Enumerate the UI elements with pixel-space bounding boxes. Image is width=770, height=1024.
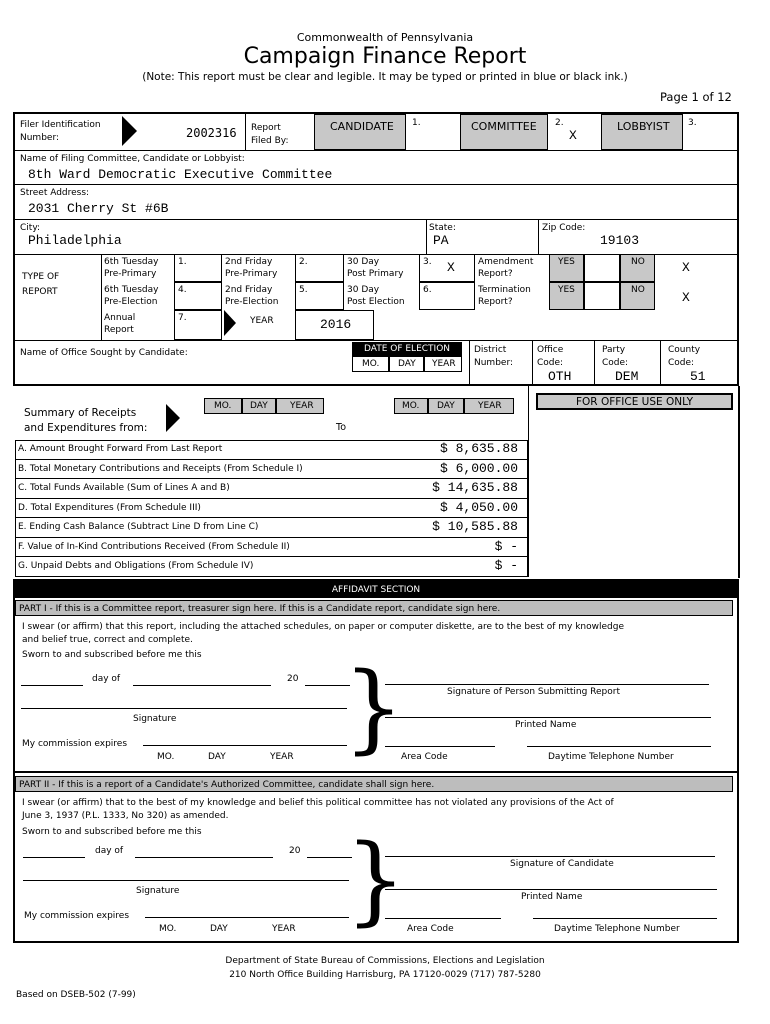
summary-line (15, 479, 528, 499)
department-address: Department of State Bureau of Commissions, Elections and Legislation 210 North Office Building Harrisburg, PA 17120-0029 (717) 787-5280 (225, 956, 545, 980)
mo-label: MO. (157, 752, 175, 762)
sworn-text-1: Sworn to and subscribed before me this (22, 650, 202, 660)
signature-label: Signature (133, 714, 177, 724)
year-prefix: 20 (289, 846, 301, 856)
option-number: 7. (178, 313, 187, 323)
summary-line-label: F. Value of In-Kind Contributions Received (From Schedule II) (18, 541, 290, 552)
summary-line (15, 538, 528, 558)
lobbyist-number: 3. (688, 118, 697, 128)
mo-label: MO. (362, 359, 380, 369)
notary-signature-line-2[interactable] (23, 880, 349, 881)
summary-line-label: D. Total Expenditures (From Schedule III) (18, 502, 201, 513)
name-field[interactable]: 8th Ward Democratic Executive Committee (28, 167, 333, 182)
sworn-text-2: Sworn to and subscribed before me this (22, 827, 202, 837)
summary-line (15, 440, 528, 460)
form-revision: Based on DSEB-502 (7-99) (16, 990, 136, 1000)
option-number: 6. (423, 285, 432, 295)
party-code-label: Party Code: (602, 345, 629, 368)
submitter-signature-label: Signature of Person Submitting Report (447, 687, 620, 697)
summary-line (15, 460, 528, 480)
type-of-report-label: TYPE OF REPORT (22, 272, 60, 297)
summary-line-label: A. Amount Brought Forward From Last Report (18, 444, 223, 454)
year-label: YEAR (272, 924, 296, 934)
state-label: State: (429, 223, 456, 233)
filer-id-label: Filer Identification Number: (20, 120, 101, 143)
summary-line-label: G. Unpaid Debts and Obligations (From Schedule IV) (18, 561, 254, 571)
day-label: DAY (398, 359, 416, 369)
county-code-label: County Code: (668, 345, 701, 368)
termination-yes-box[interactable] (584, 282, 620, 310)
mo-label: MO. (402, 401, 420, 411)
office-code-label: Office Code: (537, 345, 564, 368)
mo-label: MO. (159, 924, 177, 934)
opt-annual-report[interactable]: Annual Report (104, 313, 136, 335)
area-code-line[interactable] (385, 746, 495, 747)
date-of-election-header: DATE OF ELECTION (352, 342, 462, 356)
yes-label: YES (558, 257, 575, 267)
summary-line-label: B. Total Monetary Contributions and Receipts (From Schedule I) (18, 463, 303, 474)
committee-label: COMMITTEE (471, 120, 537, 133)
summary-line (15, 557, 528, 577)
option-number: 1. (178, 257, 187, 267)
year-label: YEAR (478, 401, 502, 411)
day-label: DAY (437, 401, 455, 411)
candidate-label: CANDIDATE (330, 120, 394, 133)
office-use-label: FOR OFFICE USE ONLY (576, 396, 693, 408)
day-label: DAY (208, 752, 226, 762)
to-label: To (336, 422, 347, 433)
filer-id-arrow-icon (122, 116, 137, 146)
option-number: 5. (299, 285, 308, 295)
opt-6th-tuesday-pre-primary[interactable]: 6th Tuesday Pre-Primary (104, 257, 159, 279)
phone-line-2[interactable] (533, 918, 717, 919)
termination-mark[interactable]: X (682, 290, 690, 305)
summary-line-value[interactable]: $ 10,585.88 (432, 519, 518, 534)
street-field[interactable]: 2031 Cherry St #6B (28, 201, 169, 216)
filed-by-label: Report Filed By: (251, 123, 289, 146)
filer-id-value[interactable]: 2002316 (186, 126, 237, 140)
summary-line-value[interactable]: $ 14,635.88 (432, 480, 518, 495)
day-of-label: day of (92, 674, 121, 684)
county-code-field[interactable]: 51 (690, 369, 706, 384)
month-line-2[interactable] (135, 857, 273, 858)
part1-oath: I swear (or affirm) that this report, including the attached schedules, on paper or computer diskette, are to the best of my knowledge and belief true, correct and complete. (22, 622, 624, 645)
submitter-signature-line[interactable] (385, 684, 709, 685)
zip-label: Zip Code: (542, 223, 586, 233)
printed-name-line[interactable] (385, 717, 711, 718)
office-code-field[interactable]: OTH (548, 369, 572, 384)
form-title: Campaign Finance Report (243, 44, 527, 69)
brace-icon: } (345, 824, 407, 936)
state-field[interactable]: PA (433, 233, 449, 248)
no-label: NO (631, 285, 645, 295)
year-arrow-icon (224, 310, 236, 336)
area-code-line-2[interactable] (385, 918, 501, 919)
printed-name-line-2[interactable] (385, 889, 717, 890)
day-label: DAY (210, 924, 228, 934)
day-line-2[interactable] (23, 857, 85, 858)
summary-line (15, 499, 528, 519)
mo-label: MO. (214, 401, 232, 411)
area-code-label: Area Code (401, 752, 448, 762)
summary-line-label: E. Ending Cash Balance (Subtract Line D from Line C) (18, 522, 259, 532)
summary-line-label: C. Total Funds Available (Sum of Lines A and B) (18, 483, 230, 493)
year-label: YEAR (270, 752, 294, 762)
zip-field[interactable]: 19103 (600, 233, 640, 248)
candidate-number: 1. (412, 118, 421, 128)
opt-2nd-friday-pre-election[interactable]: 2nd Friday Pre-Election (225, 285, 279, 307)
day-line[interactable] (21, 685, 83, 686)
summary-line (15, 518, 528, 538)
year-prefix: 20 (287, 674, 299, 684)
year-field[interactable]: 2016 (320, 317, 352, 332)
phone-line[interactable] (527, 746, 711, 747)
opt-2nd-friday-pre-primary[interactable]: 2nd Friday Pre-Primary (225, 257, 278, 279)
printed-name-label: Printed Name (521, 892, 583, 902)
street-label: Street Address: (20, 188, 90, 198)
summary-line-value[interactable]: $ 8,635.88 (439, 441, 518, 456)
part1-header: PART I - If this is a Committee report, treasurer sign here. If this is a Candidate report, candidate sign here. (15, 600, 733, 616)
page-number: Page 1 of 12 (660, 90, 732, 104)
opt-30-day-post-election[interactable]: 30 Day Post Election (347, 285, 405, 307)
summary-arrow-icon (166, 404, 180, 432)
year-label: YEAR (432, 359, 456, 369)
district-label: District Number: (474, 345, 514, 368)
candidate-signature-label: Signature of Candidate (510, 859, 614, 869)
name-label: Name of Filing Committee, Candidate or Lobbyist: (20, 154, 245, 164)
form-note: (Note: This report must be clear and legible. It may be typed or printed in blue or black ink.) (142, 71, 628, 83)
part2-header: PART II - If this is a report of a Candidate's Authorized Committee, candidate shall sign here. (15, 776, 733, 792)
checkbox-3-mark[interactable]: X (447, 260, 455, 275)
opt-6th-tuesday-pre-election[interactable]: 6th Tuesday Pre-Election (104, 285, 159, 307)
option-number: 2. (299, 257, 308, 267)
signature-label: Signature (136, 886, 180, 896)
summary-line-value[interactable]: $ - (494, 558, 518, 573)
party-code-field[interactable]: DEM (615, 369, 639, 384)
option-number: 3. (423, 257, 432, 267)
year-label: YEAR (250, 316, 274, 326)
amendment-yes-box[interactable] (584, 254, 620, 282)
affidavit-title: AFFIDAVIT SECTION (15, 581, 737, 598)
city-field[interactable]: Philadelphia (28, 233, 122, 248)
commission-label: My commission expires (22, 739, 128, 749)
committee-mark[interactable]: X (569, 128, 577, 143)
committee-number: 2. (555, 118, 564, 128)
no-label: NO (631, 257, 645, 267)
commission-label: My commission expires (24, 911, 130, 921)
summary-label: Summary of Receipts and Expenditures from: (24, 407, 148, 434)
option-number: 4. (178, 285, 187, 295)
year-label: YEAR (290, 401, 314, 411)
summary-line-value[interactable]: $ 4,050.00 (439, 499, 518, 515)
state-name: Commonwealth of Pennsylvania (296, 31, 474, 44)
yes-label: YES (558, 285, 575, 295)
amendment-question: Amendment Report? (478, 257, 534, 279)
commission-line-2[interactable] (145, 917, 349, 918)
printed-name-label: Printed Name (515, 720, 577, 730)
brace-icon: } (343, 652, 405, 764)
lobbyist-label: LOBBYIST (617, 120, 670, 133)
phone-label: Daytime Telephone Number (554, 924, 680, 934)
city-label: City: (20, 223, 41, 233)
area-code-label: Area Code (407, 924, 454, 934)
commission-line[interactable] (143, 745, 347, 746)
termination-question: Termination Report? (478, 285, 531, 307)
candidate-signature-line[interactable] (385, 856, 715, 857)
office-sought-label: Name of Office Sought by Candidate: (20, 348, 188, 358)
day-label: DAY (250, 401, 268, 411)
amendment-mark[interactable]: X (682, 260, 690, 275)
month-line[interactable] (133, 685, 271, 686)
summary-line-value[interactable]: $ 6,000.00 (439, 460, 518, 476)
opt-30-day-post-primary[interactable]: 30 Day Post Primary (347, 257, 404, 279)
part2-oath: I swear (or affirm) that to the best of my knowledge and belief this political committee has not violated any provisions of the Act of June 3, 1937 (P.L. 1333, No 320) as amended. (22, 798, 614, 821)
phone-label: Daytime Telephone Number (548, 752, 674, 762)
notary-signature-line[interactable] (21, 708, 347, 709)
summary-line-value[interactable]: $ - (494, 538, 518, 554)
day-of-label: day of (95, 846, 124, 856)
